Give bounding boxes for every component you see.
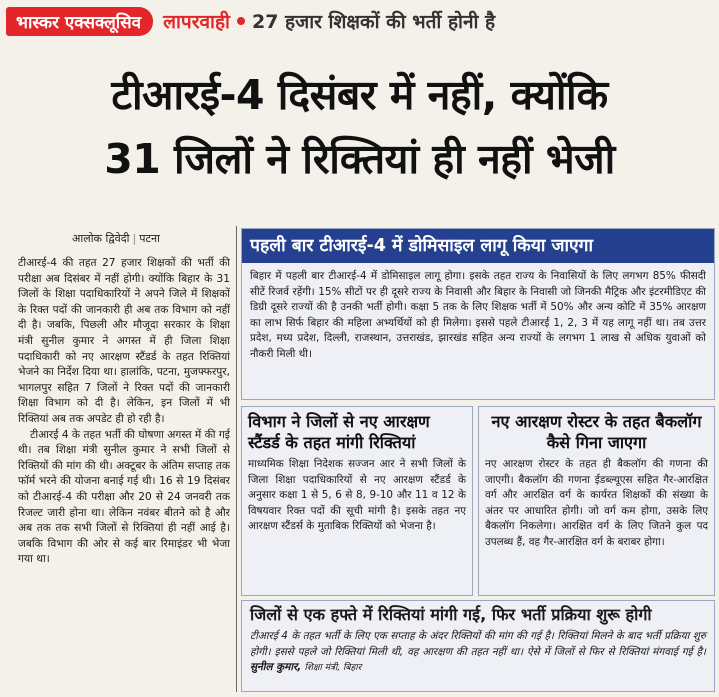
kicker-tag: लापरवाही [163, 11, 230, 33]
domicile-box-title: पहली बार टीआरई-4 में डोमिसाइल लागू किया जाएगा [242, 229, 714, 263]
process-box-title: जिलों से एक हफ्ते में रिक्तियां मांगी गई, फिर भर्ती प्रक्रिया शुरू होगी [250, 605, 652, 624]
byline-place: पटना [139, 232, 160, 245]
reservation-box-title: विभाग ने जिलों से नए आरक्षण स्टैंडर्ड के तहत मांगी रिक्तियां [248, 412, 430, 452]
kicker-subtag: 27 हजार शिक्षकों की भर्ती होनी है [251, 11, 496, 33]
process-box [241, 600, 715, 692]
backlog-box [478, 406, 715, 596]
headline-line-2: 31 जिलों ने रिक्तियां ही नहीं भेजी [104, 135, 615, 183]
kicker-bar [6, 6, 713, 36]
story-paragraph: टीआरई-4 की तहत 27 हजार शिक्षकों की भर्ती की परीक्षा अब दिसंबर में नहीं होगी। क्योंकि बिहार के 31 जिलों के शिक्षा पदाधिकारियों ने अपने जिले में शिक्षकों के रिक्त पदों की जानकारी ही अब तक विभाग को नहीं दी है। जबकि, पिछली और मौजूदा सरकार के शिक्षा मंत्री सुनील कुमार ने अगस्त में ही जिला शिक्षा पदाधिकारी को नए आरक्षण स्टैंडर्ड के तहत रिक्तियां भेजने का निर्देश दिया था। हालांकि, पटना, मुजफ्फरपुर, भागलपुर सहित 7 जिलों ने रिक्त पदों की जानकारी शिक्षा विभाग को दी है। लेकिन, इन जिलों में भी रिक्तियां अब तक अपडेट ही हो रही है। [18, 257, 230, 425]
reservation-box [241, 406, 473, 596]
domicile-box [241, 228, 715, 400]
byline-author: आलोक द्विवेदी [72, 232, 130, 245]
exclusive-badge: भास्कर एक्सक्लूसिव [6, 7, 153, 36]
backlog-box-body: नए आरक्षण रोस्टर के तहत ही बैकलॉग की गणना की जाएगी। बैकलॉग की गणना ईडब्ल्यूएस सहित गैर-आरक्षित वर्ग और आरक्षित वर्ग के कार्यरत शिक्षकों की संख्या के अंतर पर आधारित होगी। जो वर्ग कम होगा, उसके लिए बैकलॉग निकलेगा। आरक्षित वर्ग के लिए जितने कुल पद उपलब्ध हैं, वह गैर-आरक्षित वर्ग के बराबर होगा। [485, 458, 708, 548]
quote-signature: सुनील कुमार, [250, 661, 302, 674]
reservation-box-body: माध्यमिक शिक्षा निदेशक सज्जन आर ने सभी जिलों के जिला शिक्षा पदाधिकारियों से नए आरक्षण स्टैंडर्ड के अनुसार कक्षा 1 से 5, 6 से 8, 9-10 और 11 व 12 के विषयवार रिक्त पदों की सूची मांगी है। इसके तहत नए आरक्षण स्टैंडर्स के मुताबिक रिक्तियों को भेजना है। [248, 458, 466, 533]
backlog-box-title: नए आरक्षण रोस्टर के तहत बैकलॉग कैसे गिना जाएगा [491, 412, 702, 452]
byline: आलोक द्विवेदी | पटना [72, 232, 160, 245]
column-divider [236, 226, 237, 692]
process-box-text: टीआरई 4 के तहत भर्ती के लिए एक सप्ताह के अंदर रिक्तियों की मांग की गई है। रिक्तियां मिलने के बाद भर्ती प्रक्रिया शुरु होगी। इससे पहले जो रिक्तियां मिली थी, वह आरक्षण की तहत नहीं था। ऐसे में जिलों से फिर से रिक्तियां मंगवाई गई है। [250, 630, 706, 658]
main-story-column [18, 256, 230, 692]
process-box-body [242, 627, 714, 679]
story-paragraph: टीआरई 4 के तहत भर्ती की घोषणा अगस्त में की गई थी। तब शिक्षा मंत्री सुनील कुमार ने सभी जिलों से रिक्तियों की मांग की थी। अक्टूबर के अंतिम सप्ताह तक फॉर्म भरने की योजना बनाई गई थी। 16 से 19 दिसंबर को टीआरई-4 की परीक्षा और 20 से 24 जनवरी तक रिजल्ट जारी होना था। लेकिन नवंबर बीतने को है और अब तक तक सभी जिलों से रिक्तियां ही नहीं आई है। जबकि विभाग की ओर से कई बार रिमाइंडर भी भेजा गया था। [18, 428, 230, 566]
domicile-box-body: बिहार में पहली बार टीआरई-4 में डोमिसाइल लागू होगा। इसके तहत राज्य के निवासियों के लिए लगभग 85% फीसदी सीटें रिजर्व रहेंगी। 15% सीटों पर ही दूसरे राज्य के निवासी और बिहार के निवासी जो जिनकी मैट्रिक और इंटरमीडिएट की डिग्री दूसरे राज्यों की है उनकी भर्ती होगी। कक्षा 5 तक के लिए शिक्षक भर्ती में 50% और अन्य कोटि में 35% आरक्षण का लाभ सिर्फ बिहार की महिला अभ्यर्थियों को ही मिलेगा। इससे पहले टीआरई 1, 2, 3 में यह लागू नहीं था। तब उत्तर प्रदेश, मध्य प्रदेश, दिल्ली, राजस्थान, उत्तराखंड, झारखंड सहित अन्य राज्यों के लगभग 1 लाख से अधिक युवाओं को नौकरी मिली थी। [250, 270, 706, 360]
bullet-dot-icon [237, 17, 245, 25]
headline-line-1: टीआरई-4 दिसंबर में नहीं, क्योंकि [111, 71, 608, 119]
quote-signature-role: शिक्षा मंत्री, बिहार [304, 663, 362, 674]
